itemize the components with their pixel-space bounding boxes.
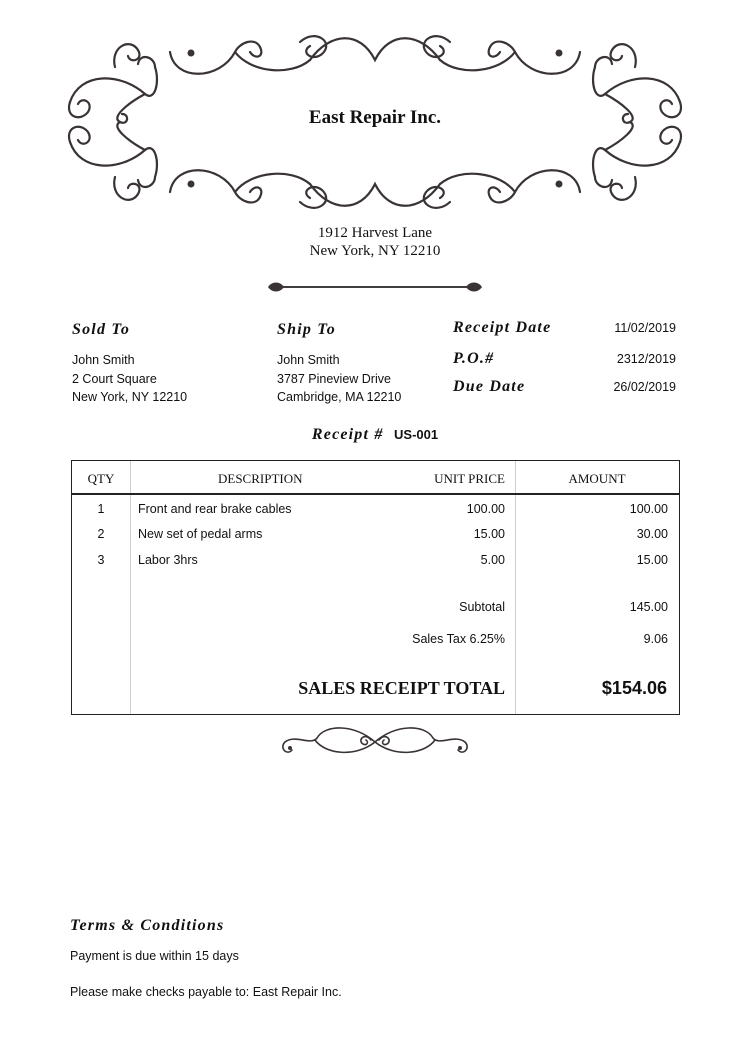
sold-to-address [72,351,187,407]
row-2-qty: 2 [97,527,105,541]
company-address-line1: 1912 Harvest Lane [317,225,433,241]
tax-value: 9.06 [643,632,668,646]
row-1-amount: 100.00 [629,502,668,516]
po-row [453,350,676,368]
row-3-qty: 3 [97,553,105,567]
po-label: P.O.# [453,350,495,367]
row-2-amount: 30.00 [636,527,668,541]
sold-to-name: John Smith [72,353,135,367]
receipt-number [0,426,750,444]
header-unit-price: UNIT PRICE [434,471,505,486]
terms-title: Terms & Conditions [70,917,225,934]
column-divider [130,461,131,714]
header-divider [72,493,679,495]
company-address [0,224,750,260]
due-date-value: 26/02/2019 [613,380,676,394]
ship-to-street: 3787 Pineview Drive [277,371,391,386]
row-2-unit-price: 15.00 [473,527,505,541]
subtotal-label: Subtotal [459,600,505,614]
due-date-row [453,378,676,396]
row-3-amount: 15.00 [636,553,668,567]
receipt-date-value: 11/02/2019 [614,321,676,335]
row-1-qty: 1 [97,502,105,516]
row-2-description: New set of pedal arms [138,527,263,541]
row-3-description: Labor 3hrs [138,553,198,567]
sold-to-street: 2 Court Square [72,371,157,386]
header-amount: AMOUNT [568,471,626,486]
ship-to-city: Cambridge, MA 12210 [277,390,402,404]
column-divider [515,461,516,714]
receipt-number-value: US-001 [394,427,439,442]
receipt-number-label: Receipt # [311,426,384,443]
ship-to-name: John Smith [277,353,340,367]
row-1-description: Front and rear brake cables [138,502,292,516]
receipt-date-label: Receipt Date [453,319,552,336]
total-value: $154.06 [601,678,667,698]
header-qty: QTY [87,471,115,486]
row-1-unit-price: 100.00 [466,502,505,516]
company-name: East Repair Inc. [308,107,442,128]
po-value: 2312/2019 [616,352,676,366]
row-3-unit-price: 5.00 [480,553,505,567]
tax-label: Sales Tax 6.25% [412,632,505,646]
items-table [71,460,680,715]
flourish-ornament-icon [275,724,475,759]
sold-to-title: Sold To [72,321,131,338]
company-address-line2: New York, NY 12210 [309,243,441,259]
total-label: SALES RECEIPT TOTAL [298,678,505,698]
due-date-label: Due Date [453,378,526,395]
header-description: DESCRIPTION [218,471,303,486]
terms-payment-due: Payment is due within 15 days [70,949,239,963]
ship-to-address [277,351,401,407]
subtotal-value: 145.00 [629,600,668,614]
sold-to-city: New York, NY 12210 [72,390,188,404]
terms-checks-payable: Please make checks payable to: East Repair Inc. [70,985,342,999]
ship-to-title: Ship To [277,321,336,338]
line-divider-icon [266,280,484,294]
receipt-date-row [453,319,676,337]
